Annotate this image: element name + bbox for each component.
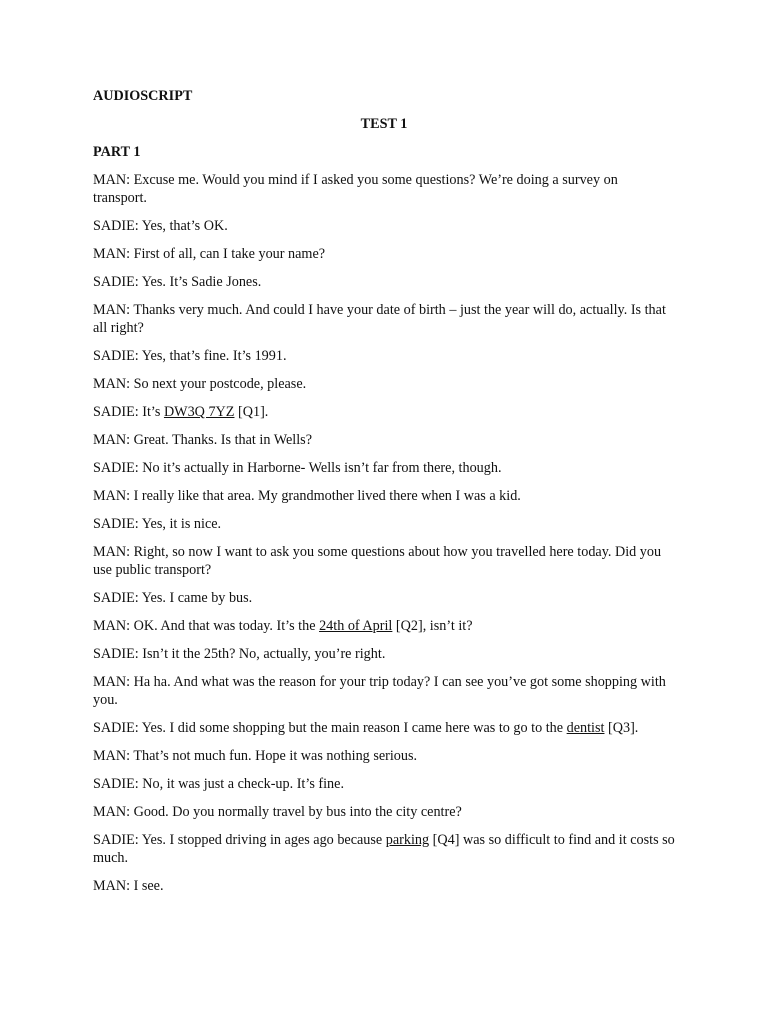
line-text: MAN: OK. And that was today. It’s the [93, 618, 320, 634]
line-text: SADIE: No it’s actually in Harborne- Wells isn’t far from there, though. [93, 460, 502, 476]
line-text: [Q3]. [604, 720, 639, 736]
answer-text: DW3Q 7YZ [163, 404, 235, 420]
line-text: MAN: I see. [93, 878, 164, 894]
line-text: MAN: That’s not much fun. Hope it was nothing serious. [93, 748, 418, 764]
dialogue-line [93, 589, 675, 607]
dialogue-line [93, 543, 675, 579]
line-text: SADIE: Yes. I stopped driving in ages ago because [93, 832, 386, 848]
dialogue-line [93, 217, 675, 235]
line-text: SADIE: Yes, that’s fine. It’s 1991. [93, 348, 287, 364]
test-heading: TEST 1 [360, 116, 408, 132]
line-text: MAN: Excuse me. Would you mind if I asked you some questions? We’re doing a survey on transport. [93, 172, 618, 206]
dialogue-line [93, 375, 675, 393]
dialogue-line [93, 803, 675, 821]
line-text: SADIE: No, it was just a check-up. It’s fine. [93, 776, 344, 792]
dialogue-line [93, 487, 675, 505]
dialogue-line [93, 775, 675, 793]
part-heading: PART 1 [93, 144, 141, 160]
line-text: SADIE: Yes. It’s Sadie Jones. [93, 274, 262, 290]
line-text: [Q2], isn’t it? [392, 618, 473, 634]
line-text: SADIE: Yes, it is nice. [93, 516, 222, 532]
dialogue-line [93, 403, 675, 421]
line-text: MAN: I really like that area. My grandmother lived there when I was a kid. [93, 488, 521, 504]
audioscript-content [93, 87, 675, 905]
dialogue-line [93, 747, 675, 765]
line-text: MAN: Good. Do you normally travel by bus into the city centre? [93, 804, 462, 820]
dialogue-line [93, 459, 675, 477]
audioscript-heading: AUDIOSCRIPT [93, 88, 193, 104]
line-text: SADIE: Yes, that’s OK. [93, 218, 228, 234]
dialogue-line [93, 719, 675, 737]
dialogue-line [93, 617, 675, 635]
dialogue-line [93, 301, 675, 337]
dialogue-line [93, 171, 675, 207]
line-text: MAN: Ha ha. And what was the reason for your trip today? I can see you’ve got some shopping with you. [93, 674, 666, 708]
dialogue-line [93, 347, 675, 365]
line-text: SADIE: It’s [93, 404, 164, 420]
dialogue-line [93, 431, 675, 449]
dialogue-line [93, 877, 675, 895]
line-text: SADIE: Isn’t it the 25th? No, actually, you’re right. [93, 646, 386, 662]
line-text: MAN: First of all, can I take your name? [93, 246, 326, 262]
line-text: [Q4] was so difficult to find and it costs so much. [93, 832, 675, 866]
dialogue-line [93, 831, 675, 867]
dialogue-line [93, 645, 675, 663]
line-text: MAN: Thanks very much. And could I have your date of birth – just the year will do, actually. Is that all right? [93, 302, 666, 336]
dialogue-line [93, 515, 675, 533]
dialogue-line [93, 245, 675, 263]
line-text: SADIE: Yes. I came by bus. [93, 590, 253, 606]
dialogue [93, 171, 675, 895]
line-text: [Q1]. [234, 404, 269, 420]
line-text: MAN: Right, so now I want to ask you some questions about how you travelled here today. Did you use public transport? [93, 544, 662, 578]
answer-text: parking [385, 832, 430, 848]
line-text: MAN: Great. Thanks. Is that in Wells? [93, 432, 312, 448]
dialogue-line [93, 673, 675, 709]
answer-text: 24th of April [319, 618, 393, 634]
answer-text: dentist [566, 720, 605, 736]
dialogue-line [93, 273, 675, 291]
line-text: SADIE: Yes. I did some shopping but the main reason I came here was to go to the [93, 720, 567, 736]
line-text: MAN: So next your postcode, please. [93, 376, 307, 392]
